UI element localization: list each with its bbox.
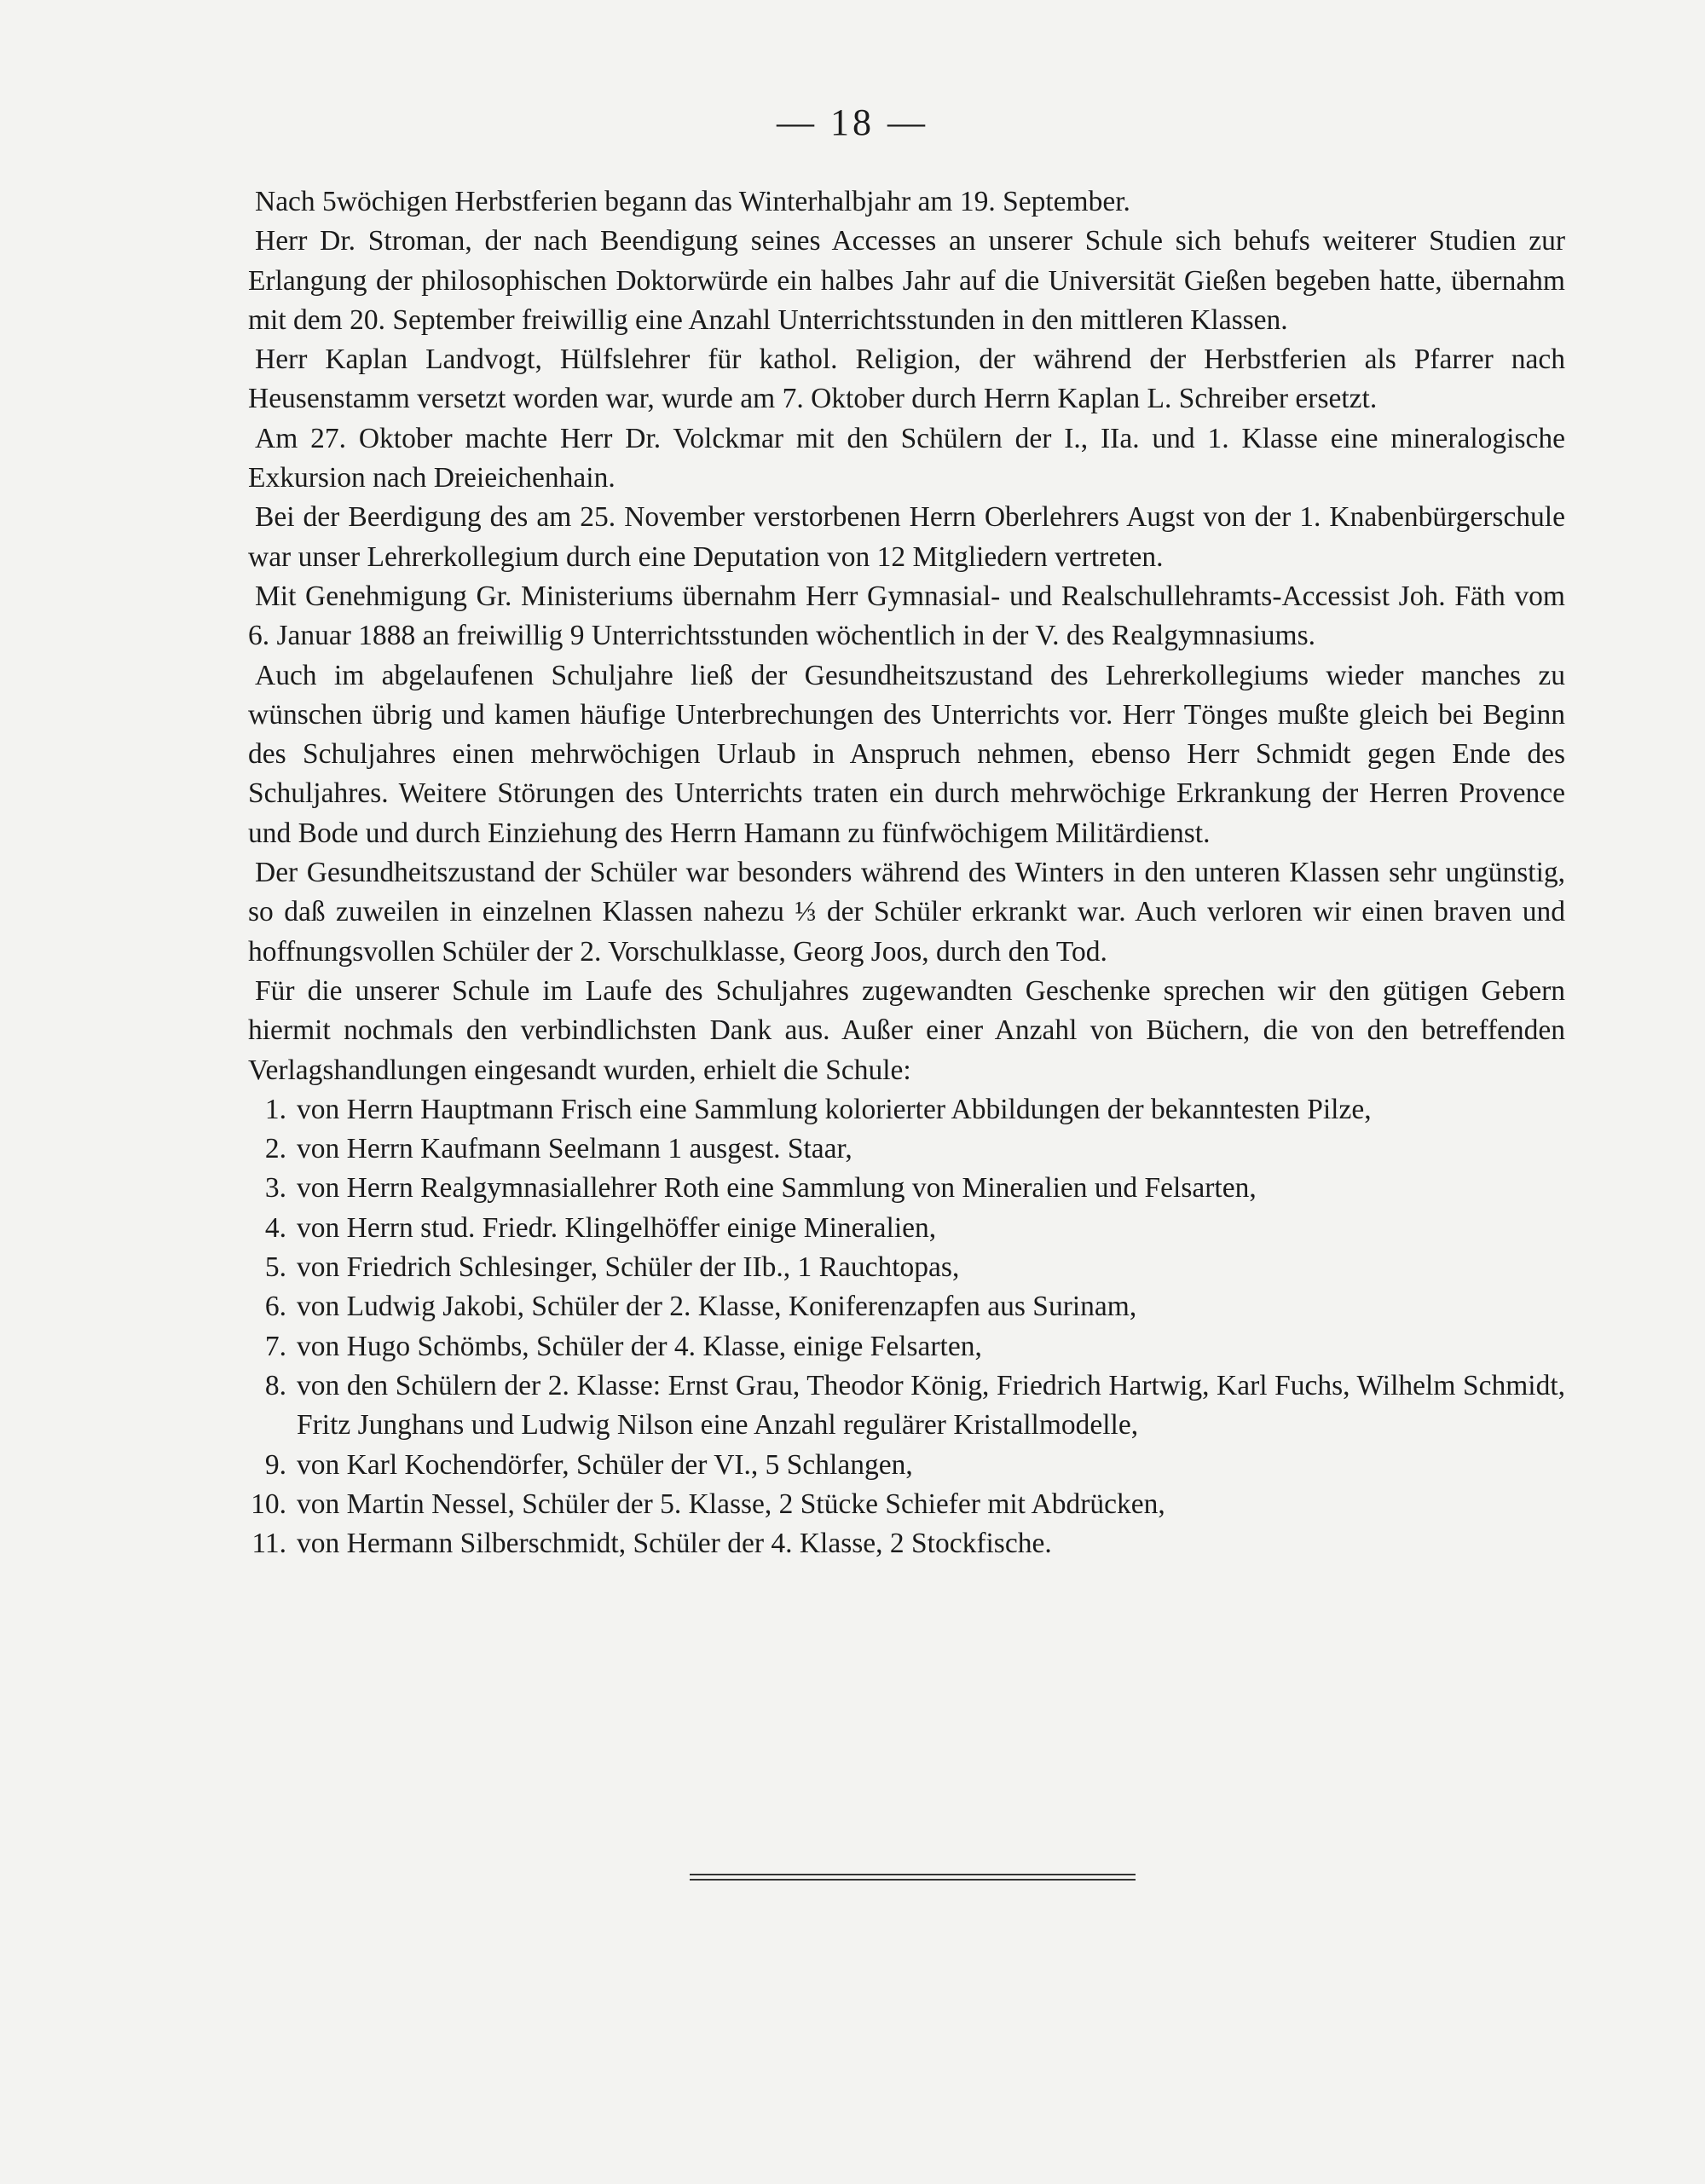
list-item (248, 1090, 1565, 1130)
item-number: 9. (264, 1448, 286, 1481)
page-number: — 18 — (777, 101, 928, 143)
list-item (248, 1248, 1565, 1287)
item-text: von Herrn Kaufmann Seelmann 1 ausgest. Staar, (297, 1133, 852, 1165)
item-text: von Karl Kochendörfer, Schüler der VI., 5 Schlangen, (297, 1448, 913, 1481)
list-item (248, 1446, 1565, 1485)
item-text: von den Schülern der 2. Klasse: Ernst Grau, Theodor König, Friedrich Hartwig, Karl Fuchs, Wilhelm Schmidt, Fritz Junghans und Ludwig Nilson eine Anzahl regulärer Kristallmodelle, (297, 1369, 1565, 1442)
paragraph: Herr Kaplan Landvogt, Hülfslehrer für kathol. Religion, der während der Herbstferien als Pfarrer nach Heusenstamm versetzt worden war, wurde am 7. Oktober durch Herrn Kaplan L. Schreiber ersetzt. (248, 344, 1565, 415)
paragraph: Mit Genehmigung Gr. Ministeriums übernahm Herr Gymnasial- und Realschullehramts-Accessist Joh. Fäth vom 6. Januar 1888 an freiwillig 9 Unterrichtsstunden wöchentlich in der V. des Realgymnasiums. (248, 580, 1565, 652)
item-number: 8. (264, 1369, 286, 1401)
item-text: von Martin Nessel, Schüler der 5. Klasse, 2 Stücke Schiefer mit Abdrücken, (297, 1488, 1165, 1520)
paragraph: Nach 5wöchigen Herbstferien begann das Winterhalbjahr am 19. September. (255, 186, 1130, 217)
item-text: von Hermann Silberschmidt, Schüler der 4. Klasse, 2 Stockfische. (297, 1528, 1052, 1560)
item-number: 5. (264, 1251, 286, 1284)
list-item (248, 1209, 1565, 1248)
item-number: 4. (264, 1211, 286, 1244)
gift-list (248, 1090, 1565, 1564)
list-item (248, 1169, 1565, 1208)
body-text (248, 182, 1565, 1563)
item-text: von Herrn Hauptmann Frisch eine Sammlung kolorierter Abbildungen der bekanntesten Pilze, (297, 1093, 1372, 1125)
list-item (248, 1366, 1565, 1446)
item-number: 1. (264, 1093, 286, 1125)
paragraph: Herr Dr. Stroman, der nach Beendigung seines Accesses an unserer Schule sich behufs weiterer Studien zur Erlangung der philosophischen Doktorwürde ein halbes Jahr auf die Universität Gießen begeben hatte, übernahm mit dem 20. September freiwillig eine Anzahl Unterrichtsstunden in den mittleren Klassen. (248, 225, 1565, 336)
double-rule-divider (690, 1874, 1136, 1881)
list-item (248, 1130, 1565, 1169)
item-text: von Herrn stud. Friedr. Klingelhöffer einige Mineralien, (297, 1211, 937, 1244)
list-item (248, 1485, 1565, 1524)
item-number: 7. (264, 1330, 286, 1362)
list-item (248, 1524, 1565, 1563)
item-number: 10. (251, 1488, 286, 1520)
paragraph: Bei der Beerdigung des am 25. November verstorbenen Herrn Oberlehrers Augst von der 1. Knabenbürgerschule war unser Lehrerkollegium durch eine Deputation von 12 Mitgliedern vertreten. (248, 501, 1565, 573)
item-text: von Hugo Schömbs, Schüler der 4. Klasse, einige Felsarten, (297, 1330, 982, 1362)
item-text: von Friedrich Schlesinger, Schüler der IIb., 1 Rauchtopas, (297, 1251, 960, 1284)
item-number: 6. (264, 1291, 286, 1323)
item-number: 2. (264, 1133, 286, 1165)
list-item (248, 1287, 1565, 1326)
item-text: von Herrn Realgymnasiallehrer Roth eine Sammlung von Mineralien und Felsarten, (297, 1172, 1257, 1205)
paragraph: Am 27. Oktober machte Herr Dr. Volckmar mit den Schülern der I., IIa. und 1. Klasse eine mineralogische Exkursion nach Dreieichenhain. (248, 422, 1565, 494)
paragraph: Auch im abgelaufenen Schuljahre ließ der Gesundheitszustand des Lehrerkollegiums wieder manches zu wünschen übrig und kamen häufige Unterbrechungen des Unterrichts vor. Herr Tönges mußte gleich bei Beginn des Schuljahres einen mehrwöchigen Urlaub in Anspruch nehmen, ebenso Herr Schmidt gegen Ende des Schuljahres. Weitere Störungen des Unterrichts traten ein durch mehrwöchige Erkrankung der Herren Provence und Bode und durch Einziehung des Herrn Hamann zu fünfwöchigem Militärdienst. (248, 659, 1565, 849)
list-item (248, 1327, 1565, 1366)
paragraph: Für die unserer Schule im Laufe des Schuljahres zugewandten Geschenke sprechen wir den gütigen Gebern hiermit nochmals den verbindlichsten Dank aus. Außer einer Anzahl von Büchern, die von den betreffenden Verlagshandlungen eingesandt wurden, erhielt die Schule: (248, 974, 1565, 1086)
item-number: 11. (251, 1528, 286, 1560)
item-text: von Ludwig Jakobi, Schüler der 2. Klasse, Koniferenzapfen aus Surinam, (297, 1291, 1137, 1323)
paragraph: Der Gesundheitszustand der Schüler war besonders während des Winters in den unteren Klassen sehr ungünstig, so daß zuweilen in einzelnen Klassen nahezu ⅓ der Schüler erkrankt war. Auch verloren wir einen braven und hoffnungsvollen Schüler der 2. Vorschulklasse, Georg Joos, durch den Tod. (248, 857, 1565, 968)
item-number: 3. (264, 1172, 286, 1205)
